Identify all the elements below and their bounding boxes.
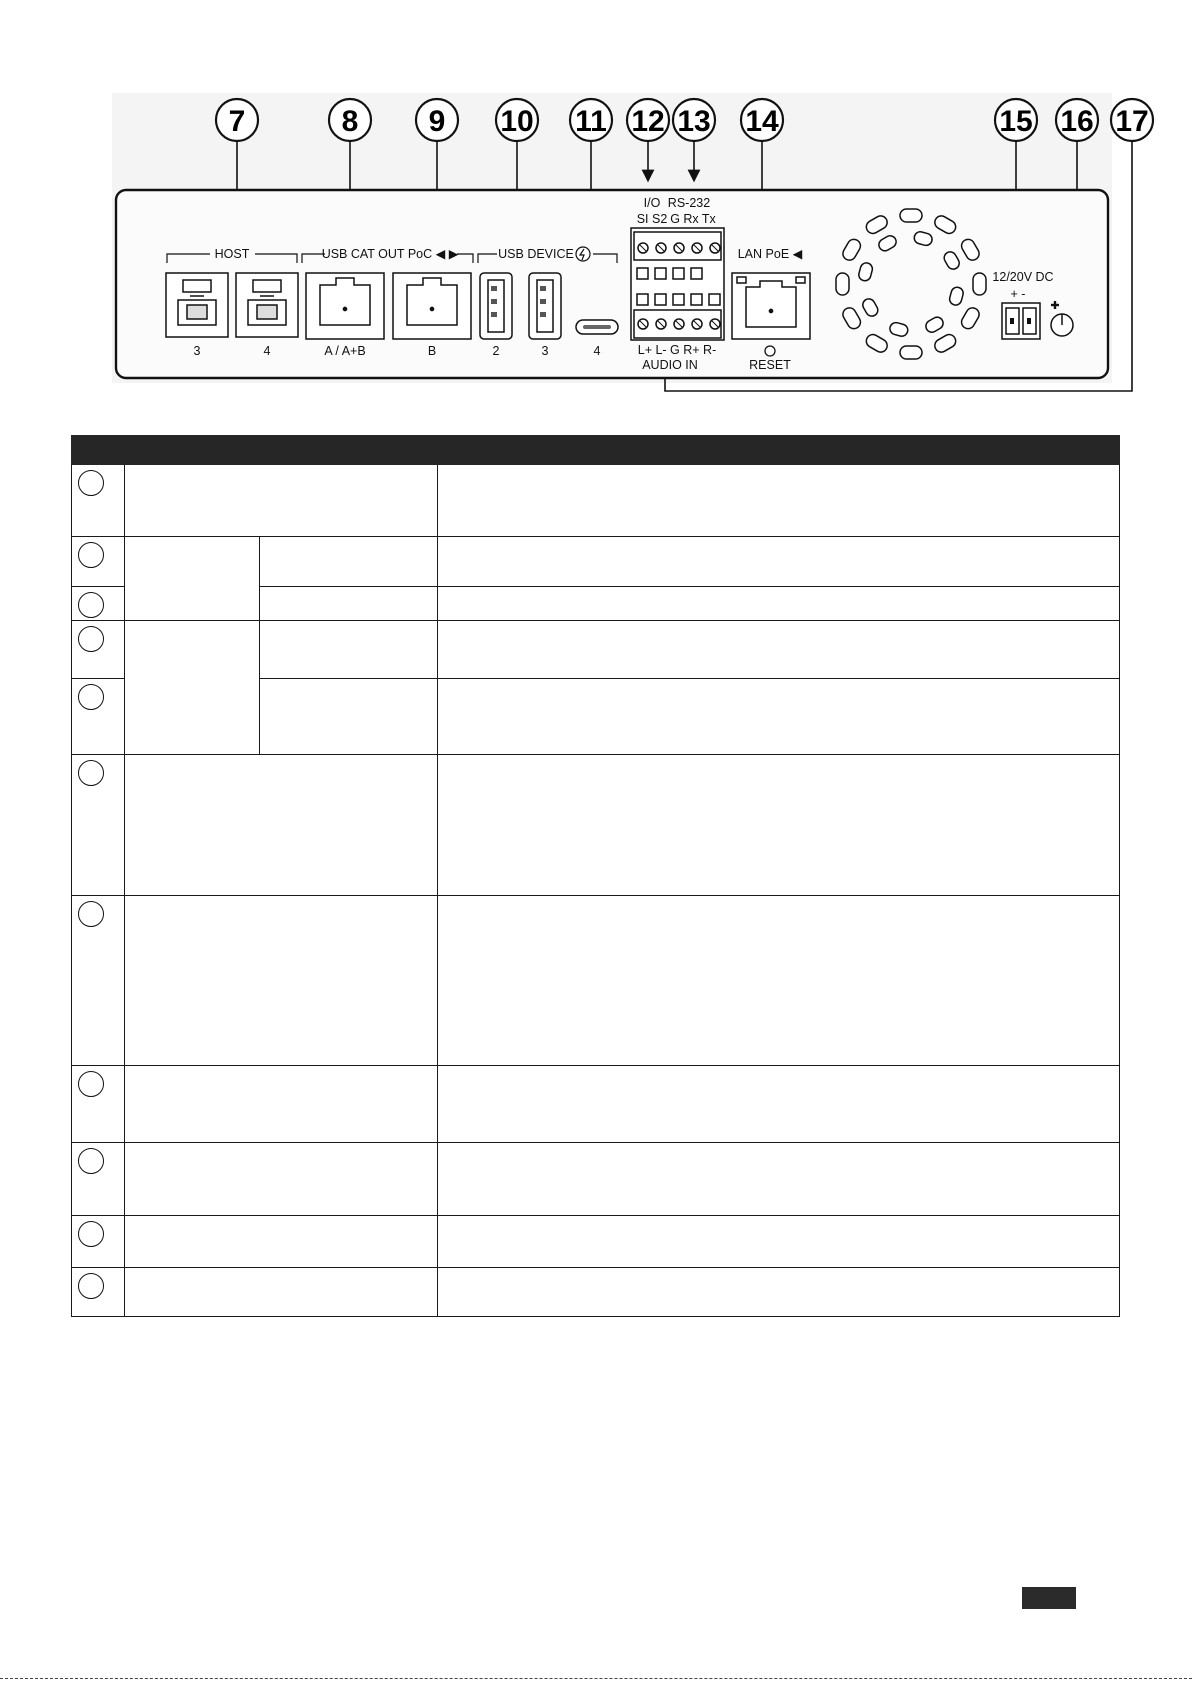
number-circle (78, 1071, 104, 1097)
row-number-cell (72, 1268, 125, 1317)
table-row (72, 1143, 1120, 1216)
table-row (72, 1216, 1120, 1268)
callout-13 (673, 99, 715, 141)
svg-text:9: 9 (428, 105, 446, 138)
subfeature-cell (260, 679, 438, 755)
usb-cat-out-group (302, 247, 473, 263)
svg-text:USB CAT OUT PoC ◀ ▶: USB CAT OUT PoC ◀ ▶ (321, 247, 459, 261)
usb-a-port-2 (480, 273, 512, 339)
callout-7 (216, 99, 258, 141)
callout-9 (416, 99, 458, 141)
rj45-port-b (393, 273, 471, 339)
terminal-block (631, 228, 724, 340)
callout-17 (1111, 99, 1153, 141)
function-cell (438, 896, 1120, 1066)
io-pins-label: SI S2 (636, 212, 668, 226)
header-function (438, 436, 1120, 465)
svg-text:16: 16 (1060, 105, 1094, 138)
cat-port-number-b: B (427, 344, 437, 358)
row-number-cell (72, 1066, 125, 1143)
number-circle (78, 592, 104, 618)
usb-port-number-3: 3 (541, 344, 549, 358)
svg-text:17: 17 (1115, 105, 1149, 138)
lan-poe-label: LAN PoE ◀ (737, 247, 803, 261)
row-number-cell (72, 587, 125, 621)
svg-text:15: 15 (999, 105, 1033, 138)
function-cell (438, 1066, 1120, 1143)
svg-text:13: 13 (677, 105, 711, 138)
dc-power-label: 12/20V DC (992, 270, 1054, 284)
io-label: I/O (643, 196, 661, 210)
function-cell (438, 1216, 1120, 1268)
host-usb-b-port-3 (166, 273, 228, 337)
audio-in-label: AUDIO IN (642, 358, 698, 372)
svg-text:14: 14 (745, 105, 779, 138)
row-number-cell (72, 465, 125, 537)
row-number-cell (72, 1143, 125, 1216)
number-circle (78, 760, 104, 786)
rs232-label: RS-232 (667, 196, 711, 210)
number-circle (78, 470, 104, 496)
number-circle (78, 626, 104, 652)
reset-label: RESET (749, 358, 791, 372)
feature-cell (125, 1268, 438, 1317)
number-circle (78, 542, 104, 568)
usb-port-number-4: 4 (593, 344, 601, 358)
row-number-cell (72, 755, 125, 896)
usb-c-port-4 (576, 320, 618, 334)
table-row (72, 465, 1120, 537)
callout-8 (329, 99, 371, 141)
header-number (72, 436, 125, 465)
header-feature (125, 436, 438, 465)
cat-port-number-a: A / A+B (324, 344, 366, 358)
svg-text:USB DEVICE: USB DEVICE (498, 247, 574, 261)
row-number-cell (72, 896, 125, 1066)
svg-text:HOST: HOST (214, 247, 250, 261)
number-circle (78, 1221, 104, 1247)
host-usb-b-port-4 (236, 273, 298, 337)
rear-panel-diagram (0, 0, 1192, 430)
feature-group-cell (125, 621, 260, 755)
footer-divider (0, 1678, 1192, 1679)
feature-cell (125, 896, 438, 1066)
number-circle (78, 1148, 104, 1174)
table-row (72, 537, 1120, 587)
audio-pins-label: L+ L- G R+ R- (637, 343, 717, 357)
function-cell (438, 621, 1120, 679)
host-port-number-3: 3 (193, 344, 201, 358)
lan-rj45-port (732, 273, 810, 339)
row-number-cell (72, 1216, 125, 1268)
usb-a-port-3 (529, 273, 561, 339)
feature-cell (125, 1216, 438, 1268)
svg-text:8: 8 (341, 105, 359, 138)
function-cell (438, 755, 1120, 896)
callout-12 (627, 99, 669, 141)
function-cell (438, 537, 1120, 587)
callout-16 (1056, 99, 1098, 141)
table-row (72, 896, 1120, 1066)
parts-description-table (71, 435, 1120, 1317)
row-number-cell (72, 679, 125, 755)
function-cell (438, 1143, 1120, 1216)
svg-text:12: 12 (631, 105, 665, 138)
svg-text:11: 11 (575, 105, 607, 138)
callout-10 (496, 99, 538, 141)
subfeature-cell (260, 621, 438, 679)
table-row (72, 621, 1120, 679)
rs232-pins-label: G Rx Tx (670, 212, 716, 226)
subfeature-cell (260, 537, 438, 587)
host-port-number-4: 4 (263, 344, 271, 358)
function-cell (438, 587, 1120, 621)
feature-group-cell (125, 537, 260, 621)
table-row (72, 755, 1120, 896)
function-cell (438, 465, 1120, 537)
table-row (72, 1268, 1120, 1317)
dc-pins-label: + - (1010, 287, 1026, 301)
svg-text:7: 7 (228, 105, 246, 138)
dc-power-connector (1002, 303, 1040, 339)
svg-text:10: 10 (500, 105, 534, 138)
feature-cell (125, 1143, 438, 1216)
feature-cell (125, 1066, 438, 1143)
number-circle (78, 1273, 104, 1299)
callout-15 (995, 99, 1037, 141)
table-header-row (72, 436, 1120, 465)
feature-cell (125, 465, 438, 537)
callout-11 (570, 99, 612, 141)
row-number-cell (72, 537, 125, 587)
feature-cell (125, 755, 438, 896)
function-cell (438, 679, 1120, 755)
row-number-cell (72, 621, 125, 679)
rj45-port-a (306, 273, 384, 339)
callout-14 (741, 99, 783, 141)
number-circle (78, 901, 104, 927)
function-cell (438, 1268, 1120, 1317)
usb-port-number-2: 2 (492, 344, 500, 358)
table-row (72, 1066, 1120, 1143)
number-circle (78, 684, 104, 710)
page-number-tab (1022, 1587, 1076, 1609)
subfeature-cell (260, 587, 438, 621)
